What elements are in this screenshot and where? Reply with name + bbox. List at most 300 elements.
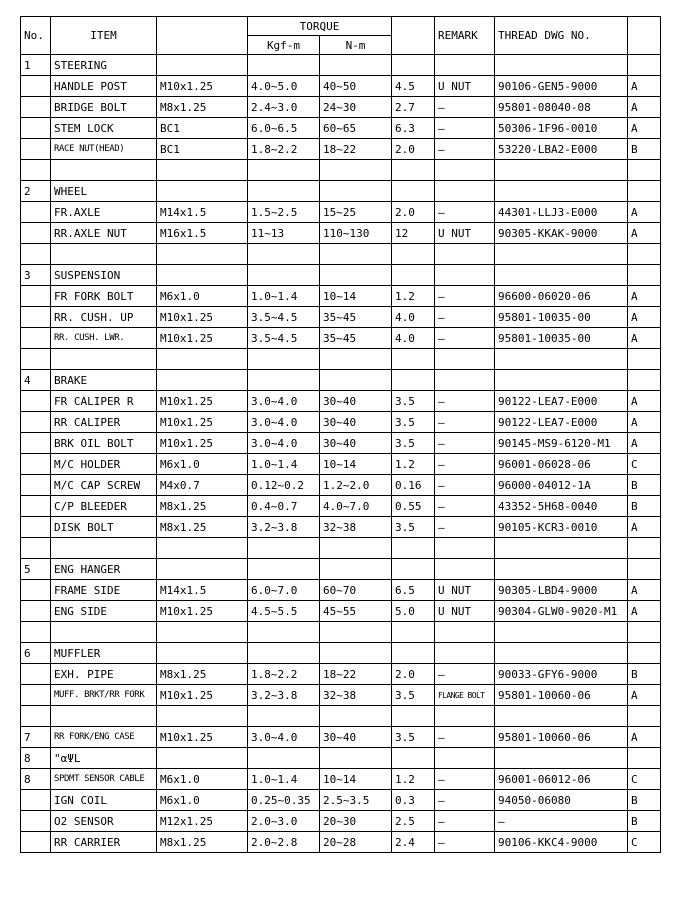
header-remark: REMARK xyxy=(435,17,495,55)
section-row xyxy=(21,559,661,580)
cell-class xyxy=(628,160,661,181)
cell-dwg-no: 95801-10060-06 xyxy=(495,727,628,748)
cell-dwg-no: 43352-5H68-0040 xyxy=(495,496,628,517)
cell-standard: 4.0 xyxy=(392,307,435,328)
cell-remark: — xyxy=(435,832,495,853)
cell-remark: — xyxy=(435,286,495,307)
cell-dwg-no: 96600-06020-06 xyxy=(495,286,628,307)
cell-item xyxy=(51,244,157,265)
cell-dwg-no: 90105-KCR3-0010 xyxy=(495,517,628,538)
cell-remark: — xyxy=(435,811,495,832)
cell-nm xyxy=(320,706,392,727)
cell-no xyxy=(21,76,51,97)
cell-thread: M16x1.5 xyxy=(157,223,248,244)
cell-no xyxy=(21,139,51,160)
cell-class: C xyxy=(628,454,661,475)
cell-kgf xyxy=(248,622,320,643)
cell-thread xyxy=(157,706,248,727)
torque-spec-sheet xyxy=(20,16,661,853)
cell-thread xyxy=(157,559,248,580)
header-class xyxy=(628,17,661,55)
cell-thread: M12x1.25 xyxy=(157,811,248,832)
cell-remark: — xyxy=(435,412,495,433)
cell-dwg-no: 95801-10035-00 xyxy=(495,307,628,328)
cell-item: ENG SIDE xyxy=(51,601,157,622)
cell-no xyxy=(21,601,51,622)
cell-item: WHEEL xyxy=(51,181,157,202)
cell-nm: 4.0~7.0 xyxy=(320,496,392,517)
cell-no xyxy=(21,832,51,853)
cell-class xyxy=(628,181,661,202)
cell-dwg-no: 90305-LBD4-9000 xyxy=(495,580,628,601)
cell-dwg-no xyxy=(495,160,628,181)
cell-kgf: 3.2~3.8 xyxy=(248,685,320,706)
cell-standard: 2.0 xyxy=(392,202,435,223)
cell-nm: 32~38 xyxy=(320,685,392,706)
table-header xyxy=(21,17,661,55)
cell-remark: — xyxy=(435,307,495,328)
cell-kgf: 3.5~4.5 xyxy=(248,307,320,328)
cell-remark: U NUT xyxy=(435,601,495,622)
cell-remark: — xyxy=(435,118,495,139)
cell-nm xyxy=(320,748,392,769)
header-no: No. xyxy=(21,17,51,55)
cell-thread xyxy=(157,643,248,664)
cell-remark xyxy=(435,160,495,181)
cell-dwg-no: 90122-LEA7-E000 xyxy=(495,412,628,433)
cell-remark: — xyxy=(435,727,495,748)
cell-nm xyxy=(320,160,392,181)
section-row xyxy=(21,748,661,769)
cell-no xyxy=(21,454,51,475)
cell-dwg-no: 44301-LLJ3-E000 xyxy=(495,202,628,223)
cell-kgf xyxy=(248,748,320,769)
cell-dwg-no xyxy=(495,748,628,769)
cell-kgf xyxy=(248,706,320,727)
cell-standard xyxy=(392,55,435,76)
table-row xyxy=(21,664,661,685)
cell-nm xyxy=(320,370,392,391)
table-row xyxy=(21,328,661,349)
cell-no: 7 xyxy=(21,727,51,748)
cell-class: A xyxy=(628,412,661,433)
cell-thread: M8x1.25 xyxy=(157,832,248,853)
cell-kgf: 1.8~2.2 xyxy=(248,664,320,685)
cell-standard: 0.55 xyxy=(392,496,435,517)
cell-standard: 6.5 xyxy=(392,580,435,601)
cell-standard: 3.5 xyxy=(392,412,435,433)
cell-dwg-no: 90122-LEA7-E000 xyxy=(495,391,628,412)
table-row xyxy=(21,286,661,307)
cell-no xyxy=(21,706,51,727)
cell-remark: — xyxy=(435,496,495,517)
cell-thread xyxy=(157,538,248,559)
cell-class xyxy=(628,349,661,370)
cell-dwg-no: 96001-06012-06 xyxy=(495,769,628,790)
cell-nm: 30~40 xyxy=(320,433,392,454)
cell-remark: U NUT xyxy=(435,223,495,244)
cell-class: A xyxy=(628,118,661,139)
cell-no xyxy=(21,223,51,244)
table-row xyxy=(21,496,661,517)
cell-item: BRAKE xyxy=(51,370,157,391)
cell-nm: 32~38 xyxy=(320,517,392,538)
cell-dwg-no xyxy=(495,265,628,286)
cell-class: A xyxy=(628,727,661,748)
table-row xyxy=(21,790,661,811)
cell-nm: 30~40 xyxy=(320,391,392,412)
cell-dwg-no xyxy=(495,538,628,559)
cell-class: B xyxy=(628,811,661,832)
cell-nm: 15~25 xyxy=(320,202,392,223)
cell-dwg-no xyxy=(495,559,628,580)
cell-dwg-no xyxy=(495,370,628,391)
cell-standard xyxy=(392,370,435,391)
cell-standard xyxy=(392,181,435,202)
cell-no xyxy=(21,433,51,454)
cell-nm: 1.2~2.0 xyxy=(320,475,392,496)
cell-dwg-no: 96000-04012-1A xyxy=(495,475,628,496)
table-row xyxy=(21,601,661,622)
cell-item: BRIDGE BOLT xyxy=(51,97,157,118)
cell-kgf: 1.5~2.5 xyxy=(248,202,320,223)
table-row xyxy=(21,475,661,496)
cell-nm: 18~22 xyxy=(320,139,392,160)
cell-thread: M8x1.25 xyxy=(157,496,248,517)
cell-remark: — xyxy=(435,433,495,454)
cell-remark xyxy=(435,349,495,370)
cell-nm xyxy=(320,643,392,664)
cell-kgf: 3.2~3.8 xyxy=(248,517,320,538)
cell-remark: U NUT xyxy=(435,580,495,601)
cell-no: 8 xyxy=(21,769,51,790)
cell-remark: — xyxy=(435,790,495,811)
cell-item: RR. CUSH. UP xyxy=(51,307,157,328)
cell-dwg-no: 90304-GLW0-9020-M1 xyxy=(495,601,628,622)
cell-kgf xyxy=(248,559,320,580)
cell-class: A xyxy=(628,307,661,328)
cell-remark xyxy=(435,559,495,580)
cell-item: SUSPENSION xyxy=(51,265,157,286)
cell-kgf xyxy=(248,55,320,76)
cell-item: FR.AXLE xyxy=(51,202,157,223)
cell-standard: 2.4 xyxy=(392,832,435,853)
cell-nm: 35~45 xyxy=(320,307,392,328)
cell-thread: M10x1.25 xyxy=(157,727,248,748)
table-row xyxy=(21,412,661,433)
cell-dwg-no xyxy=(495,706,628,727)
cell-standard xyxy=(392,622,435,643)
cell-no: 1 xyxy=(21,55,51,76)
cell-no: 6 xyxy=(21,643,51,664)
header-standard xyxy=(392,17,435,55)
cell-no xyxy=(21,496,51,517)
cell-kgf xyxy=(248,349,320,370)
cell-nm xyxy=(320,538,392,559)
cell-item: SPDMT SENSOR CABLE xyxy=(51,769,157,790)
cell-standard: 6.3 xyxy=(392,118,435,139)
cell-thread: BC1 xyxy=(157,139,248,160)
cell-item: O2 SENSOR xyxy=(51,811,157,832)
cell-class: B xyxy=(628,664,661,685)
cell-kgf xyxy=(248,538,320,559)
cell-no xyxy=(21,475,51,496)
cell-nm xyxy=(320,244,392,265)
cell-nm: 24~30 xyxy=(320,97,392,118)
cell-no xyxy=(21,790,51,811)
cell-class: B xyxy=(628,475,661,496)
cell-thread: M6x1.0 xyxy=(157,286,248,307)
cell-nm: 2.5~3.5 xyxy=(320,790,392,811)
cell-kgf: 2.0~3.0 xyxy=(248,811,320,832)
cell-standard: 0.16 xyxy=(392,475,435,496)
cell-remark: — xyxy=(435,139,495,160)
cell-nm xyxy=(320,181,392,202)
cell-item xyxy=(51,160,157,181)
cell-nm: 60~65 xyxy=(320,118,392,139)
table-row xyxy=(21,76,661,97)
header-torque: TORQUE xyxy=(248,17,392,36)
cell-thread: M10x1.25 xyxy=(157,391,248,412)
cell-kgf: 2.0~2.8 xyxy=(248,832,320,853)
cell-nm xyxy=(320,265,392,286)
cell-thread xyxy=(157,55,248,76)
cell-dwg-no: 95801-10035-00 xyxy=(495,328,628,349)
cell-kgf: 4.0~5.0 xyxy=(248,76,320,97)
table-row xyxy=(21,139,661,160)
cell-remark: — xyxy=(435,769,495,790)
cell-remark: — xyxy=(435,97,495,118)
cell-remark xyxy=(435,55,495,76)
cell-remark: U NUT xyxy=(435,76,495,97)
cell-standard: 2.0 xyxy=(392,139,435,160)
cell-class: B xyxy=(628,139,661,160)
cell-class: A xyxy=(628,391,661,412)
cell-no xyxy=(21,622,51,643)
cell-item: RACE NUT(HEAD) xyxy=(51,139,157,160)
spacer-row xyxy=(21,244,661,265)
cell-no xyxy=(21,517,51,538)
cell-no xyxy=(21,244,51,265)
cell-remark: — xyxy=(435,517,495,538)
header-item: ITEM xyxy=(51,17,157,55)
cell-nm xyxy=(320,55,392,76)
cell-dwg-no: 96001-06028-06 xyxy=(495,454,628,475)
cell-remark xyxy=(435,706,495,727)
cell-dwg-no xyxy=(495,349,628,370)
cell-dwg-no: 90106-GEN5-9000 xyxy=(495,76,628,97)
cell-dwg-no xyxy=(495,643,628,664)
cell-class: B xyxy=(628,496,661,517)
cell-remark xyxy=(435,538,495,559)
cell-item: M/C HOLDER xyxy=(51,454,157,475)
cell-standard xyxy=(392,748,435,769)
cell-kgf: 1.0~1.4 xyxy=(248,769,320,790)
cell-thread: M8x1.25 xyxy=(157,664,248,685)
cell-nm: 30~40 xyxy=(320,727,392,748)
cell-standard: 2.7 xyxy=(392,97,435,118)
cell-kgf: 3.0~4.0 xyxy=(248,433,320,454)
cell-item: MUFFLER xyxy=(51,643,157,664)
cell-kgf xyxy=(248,160,320,181)
cell-remark: — xyxy=(435,664,495,685)
cell-kgf: 1.0~1.4 xyxy=(248,286,320,307)
cell-standard xyxy=(392,244,435,265)
cell-class: A xyxy=(628,286,661,307)
section-row xyxy=(21,55,661,76)
cell-standard: 4.5 xyxy=(392,76,435,97)
cell-thread xyxy=(157,622,248,643)
cell-remark xyxy=(435,622,495,643)
cell-item: IGN COIL xyxy=(51,790,157,811)
cell-item: ENG HANGER xyxy=(51,559,157,580)
cell-standard: 5.0 xyxy=(392,601,435,622)
cell-class: A xyxy=(628,433,661,454)
cell-no xyxy=(21,202,51,223)
cell-class xyxy=(628,538,661,559)
cell-no xyxy=(21,811,51,832)
cell-class xyxy=(628,706,661,727)
cell-item: MUFF. BRKT/RR FORK xyxy=(51,685,157,706)
cell-item: FRAME SIDE xyxy=(51,580,157,601)
cell-thread: M4x0.7 xyxy=(157,475,248,496)
cell-item: RR.AXLE NUT xyxy=(51,223,157,244)
cell-thread xyxy=(157,160,248,181)
cell-item: FR FORK BOLT xyxy=(51,286,157,307)
cell-dwg-no: 90106-KKC4-9000 xyxy=(495,832,628,853)
cell-class xyxy=(628,748,661,769)
cell-nm: 18~22 xyxy=(320,664,392,685)
cell-nm xyxy=(320,622,392,643)
section-row xyxy=(21,265,661,286)
cell-item: C/P BLEEDER xyxy=(51,496,157,517)
cell-remark: — xyxy=(435,454,495,475)
table-row xyxy=(21,454,661,475)
cell-remark xyxy=(435,265,495,286)
cell-kgf: 3.0~4.0 xyxy=(248,391,320,412)
cell-item: DISK BOLT xyxy=(51,517,157,538)
cell-standard xyxy=(392,559,435,580)
cell-thread xyxy=(157,181,248,202)
cell-dwg-no: — xyxy=(495,811,628,832)
cell-kgf: 1.8~2.2 xyxy=(248,139,320,160)
cell-thread xyxy=(157,349,248,370)
cell-remark xyxy=(435,181,495,202)
cell-class: A xyxy=(628,517,661,538)
table-row xyxy=(21,307,661,328)
cell-item: "αΨL xyxy=(51,748,157,769)
cell-kgf xyxy=(248,265,320,286)
table-row xyxy=(21,202,661,223)
section-row xyxy=(21,181,661,202)
torque-table xyxy=(20,16,661,853)
cell-item: EXH. PIPE xyxy=(51,664,157,685)
cell-dwg-no xyxy=(495,622,628,643)
cell-no: 5 xyxy=(21,559,51,580)
cell-item: RR FORK/ENG CASE xyxy=(51,727,157,748)
cell-nm: 10~14 xyxy=(320,454,392,475)
cell-standard xyxy=(392,706,435,727)
cell-standard xyxy=(392,160,435,181)
cell-class: A xyxy=(628,601,661,622)
cell-class: A xyxy=(628,97,661,118)
cell-kgf: 1.0~1.4 xyxy=(248,454,320,475)
cell-nm xyxy=(320,559,392,580)
cell-remark: — xyxy=(435,202,495,223)
cell-kgf: 6.0~7.0 xyxy=(248,580,320,601)
cell-standard xyxy=(392,265,435,286)
cell-dwg-no: 95801-10060-06 xyxy=(495,685,628,706)
cell-class: A xyxy=(628,685,661,706)
cell-nm xyxy=(320,349,392,370)
cell-remark xyxy=(435,748,495,769)
cell-no xyxy=(21,97,51,118)
cell-thread: M10x1.25 xyxy=(157,307,248,328)
cell-dwg-no: 90305-KKAK-9000 xyxy=(495,223,628,244)
cell-standard: 2.0 xyxy=(392,664,435,685)
section-row xyxy=(21,370,661,391)
cell-no xyxy=(21,538,51,559)
cell-class: A xyxy=(628,202,661,223)
cell-remark xyxy=(435,370,495,391)
spacer-row xyxy=(21,160,661,181)
cell-thread: M10x1.25 xyxy=(157,412,248,433)
cell-standard: 3.5 xyxy=(392,391,435,412)
header-thread-dwg: THREAD DWG NO. xyxy=(495,17,628,55)
cell-thread: M10x1.25 xyxy=(157,685,248,706)
cell-dwg-no: 95801-08040-08 xyxy=(495,97,628,118)
cell-no xyxy=(21,307,51,328)
cell-thread xyxy=(157,370,248,391)
cell-item: RR. CUSH. LWR. xyxy=(51,328,157,349)
cell-no xyxy=(21,160,51,181)
table-body xyxy=(21,55,661,853)
cell-nm: 110~130 xyxy=(320,223,392,244)
cell-kgf: 3.5~4.5 xyxy=(248,328,320,349)
cell-remark xyxy=(435,244,495,265)
table-row xyxy=(21,685,661,706)
table-row xyxy=(21,580,661,601)
cell-nm: 35~45 xyxy=(320,328,392,349)
cell-class xyxy=(628,265,661,286)
cell-kgf: 4.5~5.5 xyxy=(248,601,320,622)
cell-standard: 2.5 xyxy=(392,811,435,832)
cell-standard: 1.2 xyxy=(392,769,435,790)
cell-nm: 30~40 xyxy=(320,412,392,433)
cell-no xyxy=(21,580,51,601)
cell-item xyxy=(51,706,157,727)
cell-standard xyxy=(392,643,435,664)
cell-thread: M10x1.25 xyxy=(157,328,248,349)
header-kgf: Kgf-m xyxy=(248,36,320,55)
cell-remark: — xyxy=(435,328,495,349)
cell-kgf: 6.0~6.5 xyxy=(248,118,320,139)
cell-kgf: 0.12~0.2 xyxy=(248,475,320,496)
cell-item: BRK OIL BOLT xyxy=(51,433,157,454)
cell-dwg-no: 90145-MS9-6120-M1 xyxy=(495,433,628,454)
cell-remark: — xyxy=(435,391,495,412)
cell-kgf: 3.0~4.0 xyxy=(248,727,320,748)
cell-standard: 1.2 xyxy=(392,286,435,307)
cell-kgf: 11~13 xyxy=(248,223,320,244)
spacer-row xyxy=(21,349,661,370)
cell-no xyxy=(21,118,51,139)
cell-standard: 3.5 xyxy=(392,727,435,748)
cell-standard: 3.5 xyxy=(392,685,435,706)
cell-thread: M6x1.0 xyxy=(157,454,248,475)
cell-dwg-no: 50306-1F96-0010 xyxy=(495,118,628,139)
spacer-row xyxy=(21,706,661,727)
